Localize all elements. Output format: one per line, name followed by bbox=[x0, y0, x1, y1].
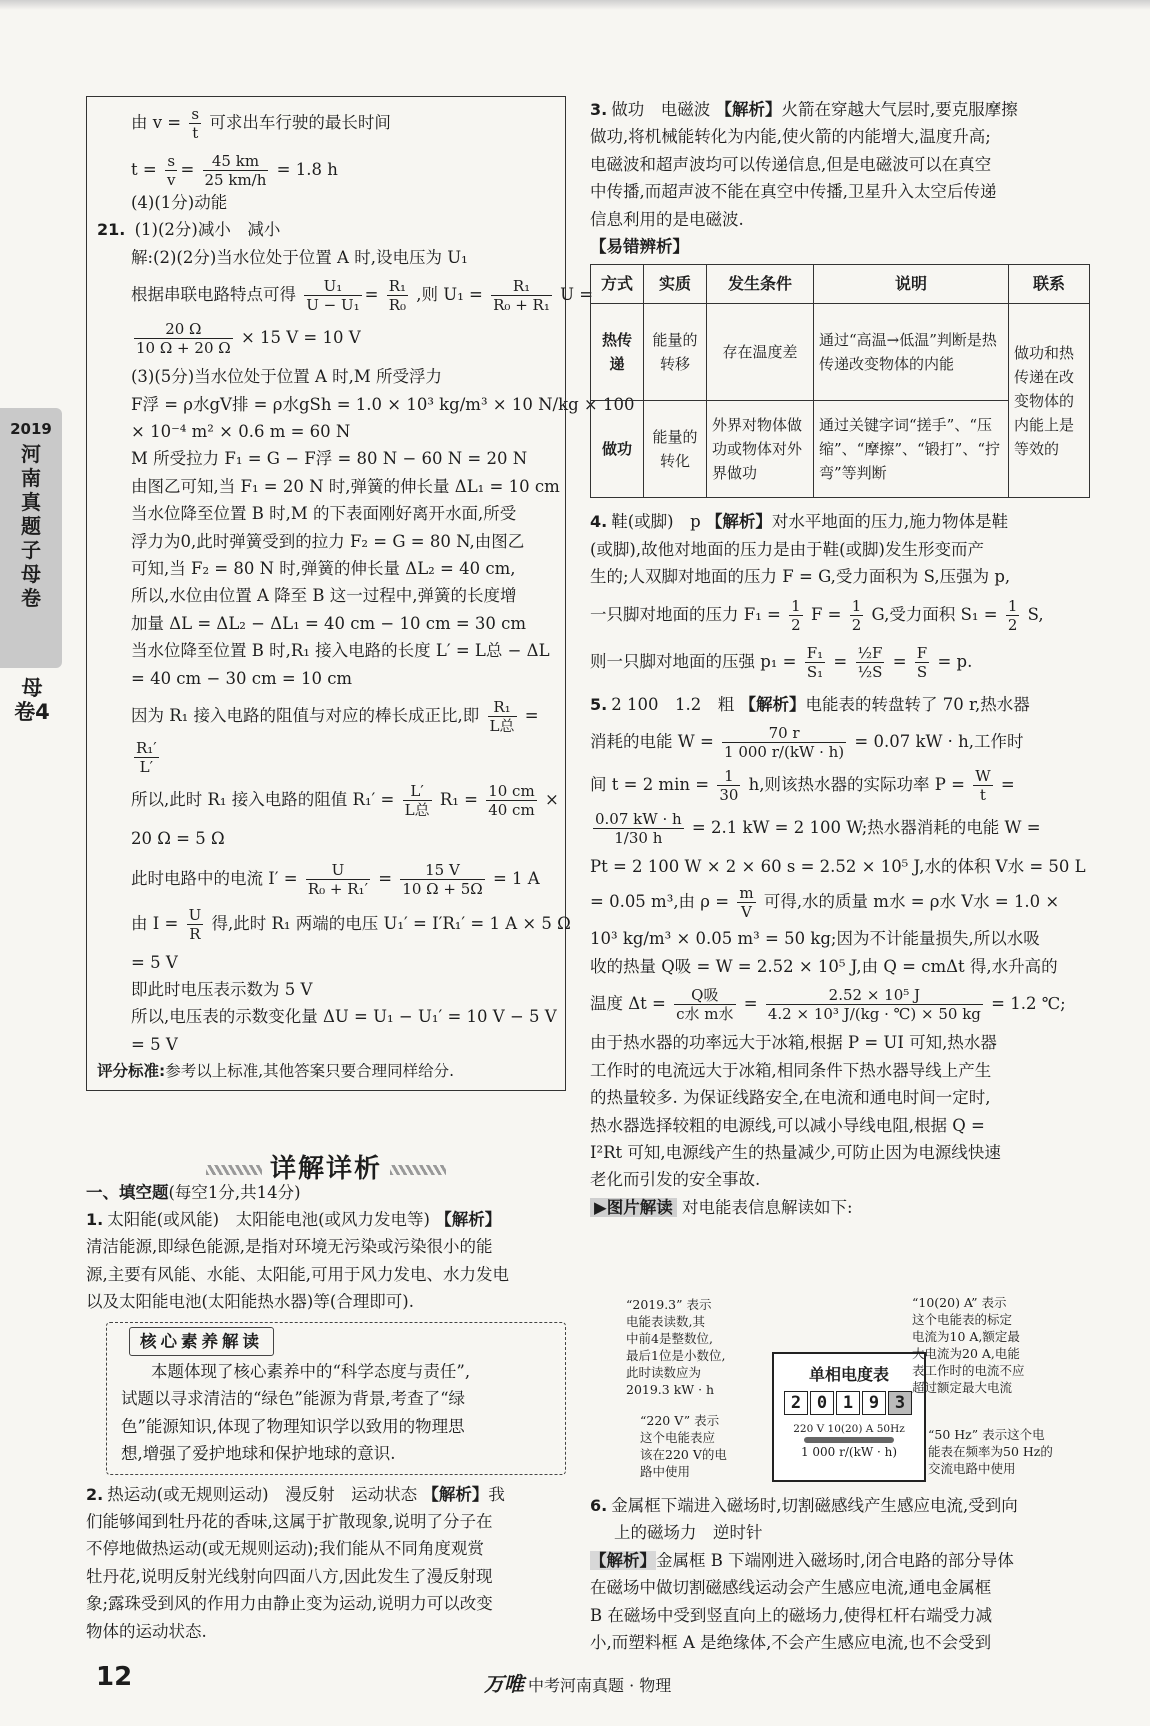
line: 温度 Δt = $\frac{\text{Q吸}}{\text{c水 m水}}$ = $\frac{\text{2.52 × 10⁵ J}}{\text{4.2 × 10³ J/(kg · ℃) × 50 kg}}$ = 1.2 ℃; bbox=[590, 986, 1066, 1024]
text: 可求出车行驶的最长时间 bbox=[209, 113, 391, 132]
line: 物体的运动状态. bbox=[86, 1621, 207, 1641]
fraction: $\frac{s}{t}$ bbox=[191, 105, 200, 142]
line: 老化而引发的安全事故. bbox=[590, 1170, 761, 1190]
fraction: $\frac{\text{F₁}}{\text{S₁}}$ bbox=[806, 643, 824, 681]
line: 加量 ΔL = ΔL₂ − ΔL₁ = 40 cm − 10 cm = 30 cm bbox=[131, 613, 527, 633]
line: 所以,此时 R₁ 接入电路的阻值 R₁′ = $\frac{L'}{\text{L总}}$ R₁ = $\frac{10 cm}{40 cm}$ × bbox=[131, 782, 559, 820]
grading-tag: 评分标准: bbox=[97, 1062, 166, 1081]
table-cell: 做功 bbox=[591, 401, 644, 498]
page-number: 12 bbox=[96, 1662, 133, 1692]
question-number: 6. bbox=[590, 1496, 608, 1515]
line: 在磁场中做切割磁感线运动会产生感应电流,通电金属框 bbox=[590, 1578, 992, 1598]
sidebar-title: 河南真题子母卷 bbox=[21, 442, 41, 610]
table-cell: 通过关键字词“搓手”、“压缩”、“摩擦”、“锻打”、“拧弯”等判断 bbox=[814, 401, 1009, 498]
question-5: 5. 2 100 1.2 粗 【解析】电能表的转盘转了 70 r,热水器 bbox=[590, 694, 1030, 714]
fraction: $\frac{\text{Q吸}}{\text{c水 m水}}$ bbox=[676, 986, 734, 1024]
fraction: $\frac{F}{S}$ bbox=[916, 643, 928, 681]
fraction: $\frac{1}{2}$ bbox=[851, 596, 862, 634]
line: (3)(5分)当水位处于位置 A 时,M 所受浮力 bbox=[131, 367, 443, 387]
fraction: $\frac{\text{2.52 × 10⁵ J}}{\text{4.2 × 10³ J/(kg · ℃) × 50 kg}}$ bbox=[767, 986, 981, 1024]
footer-title: 万唯 中考河南真题 · 物理 bbox=[484, 1672, 672, 1696]
annotation-current: “10(20) A” 表示 这个电能表的标定 电流为10 A,额定最 大电流为20 A,电能 表工作时的电流不应 超过额定最大电流 bbox=[912, 1295, 1025, 1395]
line: $\frac{0.07 kW \cdot h}{1/30 h}$ = 2.1 kW = 2 100 W;热水器消耗的电能 W = bbox=[595, 810, 1041, 848]
line: I²Rt 可知,电源线产生的热量减少,可防止因为电源线快速 bbox=[590, 1142, 1001, 1162]
line: 消耗的电能 W = $\frac{70 r}{1 000 r/(kW \cdot h)}$ = 0.07 kW · h,工作时 bbox=[590, 724, 1024, 762]
fraction: $\frac{\text{R₁}}{\text{L总}}$ bbox=[489, 698, 515, 736]
line: 当水位降至位置 B 时,R₁ 接入电路的长度 L′ = L总 − ΔL bbox=[131, 641, 550, 661]
fill-heading: 一、填空题(每空1分,共14分) bbox=[86, 1182, 301, 1202]
fraction: $\frac{15 V}{10 \Omega + 5\Omega}$ bbox=[402, 860, 483, 898]
analysis-tag: 【解析】 bbox=[435, 1209, 502, 1229]
table-cell: 热传递 bbox=[591, 304, 644, 401]
decor-hatch bbox=[390, 1165, 446, 1175]
text: 由 v = bbox=[131, 113, 187, 132]
line bbox=[97, 105, 557, 142]
line: (或脚),故他对地面的压力是由于鞋(或脚)发生形变而产 bbox=[590, 539, 984, 559]
line: 由于热水器的功率远大于冰箱,根据 P = UI 可知,热水器 bbox=[590, 1033, 997, 1053]
line: = 5 V bbox=[131, 1034, 178, 1054]
table-header: 方式 bbox=[591, 265, 644, 304]
fraction: $\frac{10 cm}{40 cm}$ bbox=[488, 782, 535, 820]
question-2: 2. 热运动(或无规则运动) 漫反射 运动状态 【解析】我 bbox=[86, 1484, 505, 1504]
fraction: $\frac{1}{30}$ bbox=[719, 767, 739, 805]
line: 生的;人双脚对地面的压力 F = G,受力面积为 S,压强为 p, bbox=[590, 567, 1011, 587]
fraction: $\frac{\text{R₁}}{\text{R₀ + R₁}}$ bbox=[493, 277, 550, 315]
core-title: 核心素养解读 bbox=[129, 1327, 274, 1356]
line: 中传播,而超声波不能在真空中传播,卫星升入太空后传递 bbox=[590, 182, 997, 202]
line: 本题体现了核心素养中的“科学态度与责任”, bbox=[151, 1361, 471, 1381]
line: t = $\frac{s}{v}$ = $\frac{45 km}{25 km/h}$ = 1.8 h bbox=[131, 152, 338, 189]
line: 们能够闻到牡丹花的香味,这属于扩散现象,说明了分子在 bbox=[86, 1512, 493, 1531]
line: 所以,水位由位置 A 降至 B 这一过程中,弹簧的长度增 bbox=[131, 586, 517, 606]
page-top-shade bbox=[0, 0, 1150, 10]
analysis-tag: 【解析】 bbox=[715, 100, 782, 119]
line: 可知,当 F₂ = 80 N 时,弹簧的伸长量 ΔL₂ = 40 cm, bbox=[131, 559, 516, 579]
line: 想,增强了爱护地球和保护地球的意识. bbox=[121, 1444, 396, 1464]
meter-disc bbox=[804, 1437, 894, 1443]
annotation-frequency: “50 Hz” 表示这个电 能表在频率为50 Hz的 交流电路中使用 bbox=[928, 1427, 1053, 1476]
question-4: 4. 鞋(或脚) p 【解析】对水平地面的压力,施力物体是鞋 bbox=[590, 512, 1009, 532]
line: 牡丹花,说明反射光线射向四面八方,因此发生了漫反射现 bbox=[86, 1566, 493, 1586]
line: 解:(2)(2分)当水位处于位置 A 时,设电压为 U₁ bbox=[131, 247, 468, 267]
digit: 0 bbox=[810, 1391, 834, 1415]
table-header-row bbox=[591, 265, 1090, 304]
line: 信息利用的是电磁波. bbox=[590, 209, 744, 229]
line: Pt = 2 100 W × 2 × 60 s = 2.52 × 10⁵ J,水的体积 V水 = 50 L bbox=[590, 857, 1086, 877]
line: 小,而塑料框 A 是绝缘体,不会产生感应电流,也不会受到 bbox=[590, 1633, 992, 1653]
analysis-tag: 【解析】 bbox=[590, 1550, 656, 1570]
line: 工作时的电流远大于冰箱,相同条件下热水器导线上产生 bbox=[590, 1060, 992, 1080]
line: B 在磁场中受到竖直向上的磁场力,使得杠杆右端受力减 bbox=[590, 1605, 993, 1625]
line: 源,主要有风能、水能、太阳能,可用于风力发电、水力发电 bbox=[86, 1264, 509, 1284]
line: 色”能源知识,体现了物理知识学以致用的物理思 bbox=[121, 1416, 465, 1436]
line: 因为 R₁ 接入电路的阻值与对应的棒长成正比,即 $\frac{\text{R₁}}{\text{L总}}$ = bbox=[131, 698, 539, 736]
fraction: $\frac{70 r}{1 000 r/(kW \cdot h)}$ bbox=[724, 724, 845, 762]
line: 即此时电压表示数为 5 V bbox=[131, 979, 313, 999]
fraction: $\frac{m}{V}$ bbox=[739, 884, 754, 922]
fraction: $\frac{1}{2}$ bbox=[1007, 596, 1018, 634]
line: × 10⁻⁴ m² × 0.6 m = 60 N bbox=[131, 422, 351, 442]
table-header: 联系 bbox=[1009, 265, 1090, 304]
digit: 3 bbox=[888, 1391, 912, 1415]
line: $\frac{20 \Omega}{10 \Omega + 20 \Omega}$ × 15 V = 10 V bbox=[136, 320, 361, 358]
fraction: $\frac{U}{\text{R₀ + R₁′}}$ bbox=[307, 860, 368, 898]
digit: 2 bbox=[784, 1391, 808, 1415]
line: 20 Ω = 5 Ω bbox=[131, 829, 225, 849]
section-title: 详解详析 bbox=[86, 1148, 566, 1185]
line: F浮 = ρ水gV排 = ρ水gSh = 1.0 × 10³ kg/m³ × 10 N/kg × 100 bbox=[131, 394, 635, 414]
meter-spec: 220 V 10(20) A 50Hz bbox=[793, 1423, 905, 1435]
line: 【解析】金属框 B 下端刚进入磁场时,闭合电路的部分导体 bbox=[590, 1550, 1014, 1570]
question-number: 21. bbox=[97, 220, 126, 240]
core-literacy-box bbox=[106, 1322, 566, 1475]
table-cell: 做功和热传递在改变物体的内能上是等效的 bbox=[1009, 304, 1090, 498]
error-table bbox=[590, 264, 1090, 498]
image-reading: ▶图片解读 对电能表信息解读如下: bbox=[590, 1194, 1090, 1221]
line: 象;露珠受到风的作用力由静止变为运动,说明力可以改变 bbox=[86, 1594, 493, 1614]
table-header: 实质 bbox=[644, 265, 707, 304]
meter-title: 单相电度表 bbox=[808, 1365, 889, 1384]
question-21 bbox=[97, 216, 557, 243]
line: 上的磁场力 逆时针 bbox=[614, 1523, 763, 1543]
fraction: $\frac{\text{R₁}}{\text{R₀}}$ bbox=[388, 277, 407, 315]
line: 不停地做热运动(或无规则运动);我们能从不同角度观赏 bbox=[86, 1539, 484, 1559]
table-header: 发生条件 bbox=[707, 265, 814, 304]
question-number: 5. bbox=[590, 694, 608, 714]
line: 由图乙可知,当 F₁ = 20 N 时,弹簧的伸长量 ΔL₁ = 10 cm bbox=[131, 476, 560, 496]
brand-logo: 万唯 bbox=[484, 1672, 524, 1696]
sidebar-tab bbox=[0, 408, 62, 668]
line: 以及太阳能电池(太阳能热水器)等(合理即可). bbox=[86, 1292, 414, 1312]
line: 浮力为0,此时弹簧受到的拉力 F₂ = G = 80 N,由图乙 bbox=[131, 531, 525, 551]
annotation-reading: “2019.3” 表示 电能表读数,其 中前4是整数位, 最后1位是小数位, 此时读数应为 2019.3 kW · h bbox=[626, 1297, 726, 1397]
question-6: 6. 金属框下端进入磁场时,切割磁感线产生感应电流,受到向 bbox=[590, 1496, 1018, 1515]
sidebar-year: 2019 bbox=[10, 420, 52, 438]
answer: (1)(2分)减小 减小 bbox=[134, 220, 281, 240]
line: = 0.05 m³,由 ρ = $\frac{m}{V}$ 可得,水的质量 m水 = ρ水 V水 = 1.0 × bbox=[590, 884, 1060, 922]
line bbox=[97, 739, 557, 776]
sidebar-subtitle: 母卷4 bbox=[14, 676, 50, 724]
meter-face bbox=[772, 1352, 926, 1482]
digit: 1 bbox=[836, 1391, 860, 1415]
image-reading-tag: ▶图片解读 bbox=[590, 1198, 677, 1217]
fraction: $\frac{L'}{\text{L总}}$ bbox=[404, 782, 430, 820]
question-3: 3. 做功 电磁波 【解析】火箭在穿越大气层时,要克服摩擦 bbox=[590, 100, 1018, 119]
line: 间 t = 2 min = $\frac{1}{30}$ h,则该热水器的实际功率 P = $\frac{W}{t}$ = bbox=[590, 767, 1015, 805]
fraction: $\frac{\text{½F}}{\text{½S}}$ bbox=[857, 643, 883, 681]
fraction: $\frac{U}{R}$ bbox=[188, 905, 202, 943]
question-number: 3. bbox=[590, 100, 608, 119]
line: 此时电路中的电流 I′ = $\frac{U}{\text{R₀ + R₁′}}$ = $\frac{15 V}{10 \Omega + 5\Omega}$ = 1 A bbox=[131, 860, 540, 898]
line: = 40 cm − 30 cm = 10 cm bbox=[131, 668, 353, 688]
line: 当水位降至位置 B 时,M 的下表面刚好离开水面,所受 bbox=[131, 504, 517, 524]
question-6-block bbox=[590, 1492, 1090, 1656]
fraction: $\frac{20 \Omega}{10 \Omega + 20 \Omega}$ bbox=[136, 320, 231, 358]
line: 所以,电压表的示数变化量 ΔU = U₁ − U₁′ = 10 V − 5 V bbox=[131, 1007, 557, 1027]
analysis-tag: 【解析】 bbox=[739, 694, 806, 714]
table-cell: 存在温度差 bbox=[707, 304, 814, 401]
meter-rev: 1 000 r/(kW · h) bbox=[800, 1445, 898, 1459]
question-number: 4. bbox=[590, 512, 608, 532]
grading-note bbox=[97, 1058, 557, 1085]
table-cell: 外界对物体做功或物体对外界做功 bbox=[707, 401, 814, 498]
line: 则一只脚对地面的压强 p₁ = $\frac{\text{F₁}}{\text{S₁}}$ = $\frac{\text{½F}}{\text{½S}}$ = $\frac{F}{S}$ = p. bbox=[590, 643, 973, 681]
line: 根据串联电路特点可得 $\frac{\text{U₁}}{\text{U − U₁}}$ = $\frac{\text{R₁}}{\text{R₀}}$ ,则 U₁ = $\frac{\text{R₁}}{\text{R₀ + R₁}}$ U = bbox=[131, 277, 594, 315]
decor-hatch bbox=[206, 1165, 262, 1175]
fraction: $\frac{45 km}{25 km/h}$ bbox=[204, 152, 267, 189]
line: 由 I = $\frac{U}{R}$ 得,此时 R₁ 两端的电压 U₁′ = I′R₁′ = 1 A × 5 Ω bbox=[131, 905, 571, 943]
grading-text: 参考以上标准,其他答案只要合理同样给分. bbox=[165, 1062, 455, 1081]
line: 做功,将机械能转化为内能,使火箭的内能增大,温度升高; bbox=[590, 127, 991, 147]
fraction: $\frac{1}{2}$ bbox=[791, 596, 801, 634]
annotation-voltage: “220 V” 表示 这个电能表应 该在220 V的电 路中使用 bbox=[640, 1413, 727, 1479]
question-1: 1. 太阳能(或风能) 太阳能电池(或风力发电等) 【解析】 bbox=[86, 1209, 502, 1229]
fraction: $\frac{W}{t}$ bbox=[975, 767, 991, 805]
question-number: 1. bbox=[86, 1209, 104, 1229]
fraction: $\frac{\text{R₁′}}{L'}$ bbox=[136, 739, 157, 777]
meter-digits bbox=[774, 1391, 924, 1415]
analysis-tag: 【解析】 bbox=[705, 512, 772, 532]
analysis-tag: 【解析】 bbox=[422, 1484, 489, 1504]
right-column bbox=[590, 96, 1090, 1221]
line: 清洁能源,即绿色能源,是指对环境无污染或污染很小的能 bbox=[86, 1237, 493, 1257]
fraction: $\frac{s}{v}$ bbox=[166, 152, 176, 189]
line: = 5 V bbox=[131, 952, 178, 972]
line: 的热量较多. 为保证线路安全,在电流和通电时间一定时, bbox=[590, 1088, 991, 1108]
digit: 9 bbox=[862, 1391, 886, 1415]
question-number: 2. bbox=[86, 1484, 104, 1504]
line: 热水器选择较粗的电源线,可以减小导线电阻,根据 Q = bbox=[590, 1115, 985, 1135]
table-cell: 通过“高温→低温”判断是热传递改变物体的内能 bbox=[814, 304, 1009, 401]
table-row bbox=[591, 304, 1090, 401]
line: (4)(1分)动能 bbox=[131, 193, 228, 212]
line: 10³ kg/m³ × 0.05 m³ = 50 kg;因为不计能量损失,所以水吸 bbox=[590, 929, 1040, 949]
error-analysis-tag: 【易错辨析】 bbox=[590, 237, 689, 257]
fraction: $\frac{0.07 kW \cdot h}{1/30 h}$ bbox=[595, 810, 682, 848]
line: M 所受拉力 F₁ = G − F浮 = 80 N − 60 N = 20 N bbox=[131, 449, 528, 469]
line: 试题以寻求清洁的“绿色”能源为背景,考查了“绿 bbox=[121, 1389, 466, 1409]
line: 收的热量 Q吸 = W = 2.52 × 10⁵ J,由 Q = cmΔt 得,水升高的 bbox=[590, 956, 1058, 976]
table-header: 说明 bbox=[814, 265, 1009, 304]
fraction: $\frac{\text{U₁}}{\text{U − U₁}}$ bbox=[306, 277, 360, 315]
table-cell: 能量的转移 bbox=[644, 304, 707, 401]
table-cell: 能量的转化 bbox=[644, 401, 707, 498]
line: 一只脚对地面的压力 F₁ = $\frac{1}{2}$ F = $\frac{1}{2}$ G,受力面积 S₁ = $\frac{1}{2}$ S, bbox=[590, 596, 1044, 634]
line: 电磁波和超声波均可以传递信息,但是电磁波可以在真空 bbox=[590, 154, 992, 174]
